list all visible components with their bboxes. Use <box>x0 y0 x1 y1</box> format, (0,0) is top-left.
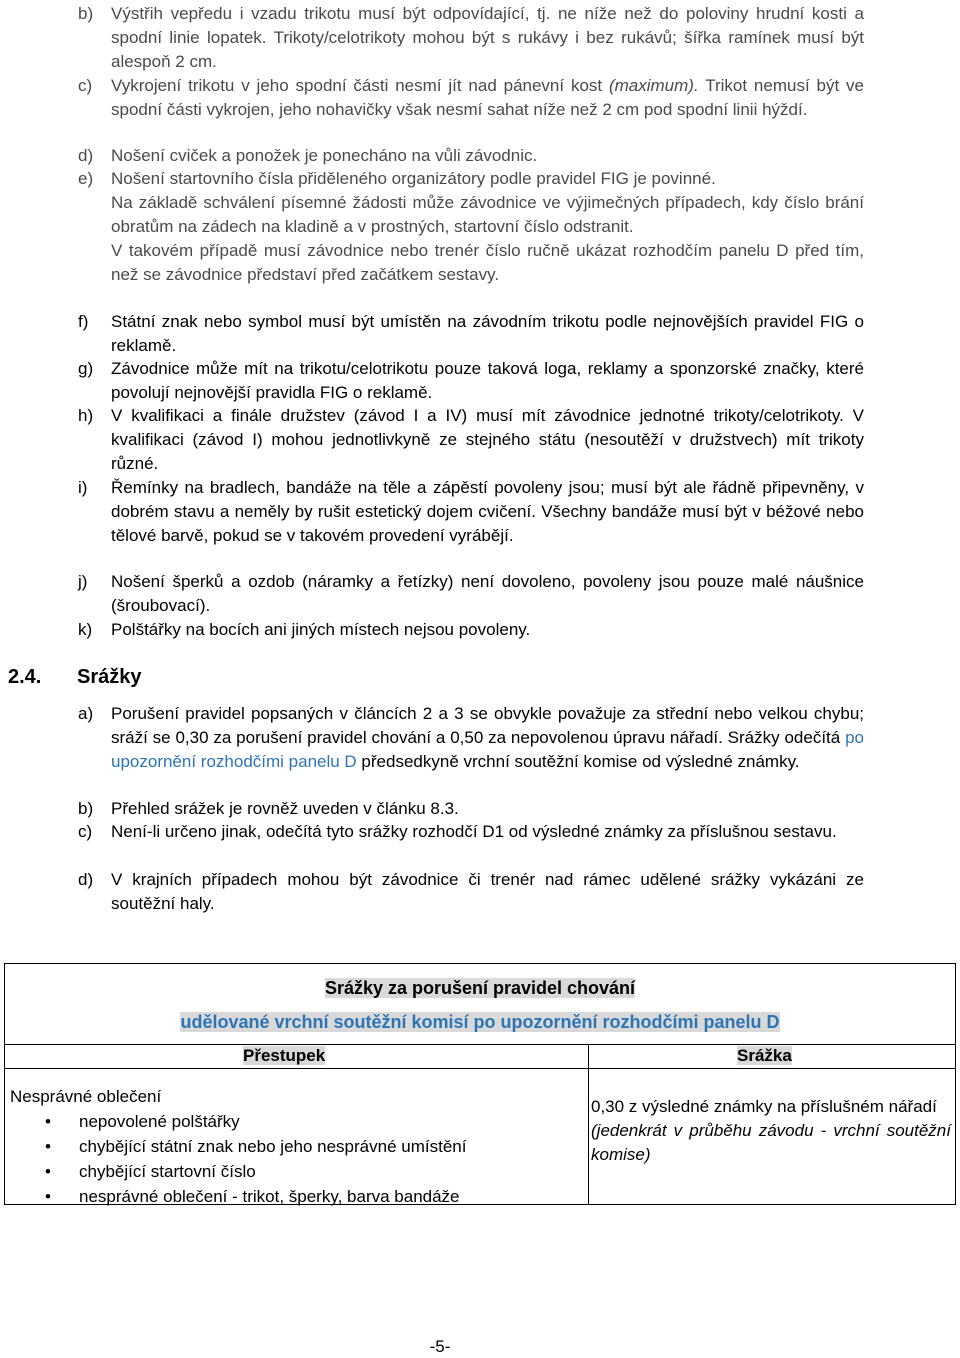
list-item <box>78 797 864 821</box>
penalty-table <box>4 963 956 1205</box>
bullet-icon: • <box>45 1137 51 1156</box>
list-item <box>78 357 864 405</box>
offence-heading: Nesprávné oblečení <box>10 1087 162 1106</box>
offence-cell <box>10 1084 466 1209</box>
list-item <box>78 820 864 844</box>
item-text <box>111 74 864 122</box>
list-item <box>78 310 864 358</box>
item-paragraph: Nošení startovního čísla přiděleného organizátory podle pravidel FIG je povinné. <box>111 169 716 188</box>
item-text: Polštářky na bocích ani jiných místech nejsou povoleny. <box>111 620 531 639</box>
item-paragraph: Na základě schválení písemné žádosti může závodnice ve výjimečných případech, kdy číslo brání obratům na zádech na kladině a v prostných, startovní číslo odstranit. <box>111 193 864 236</box>
column-header-text: Přestupek <box>243 1046 326 1065</box>
table-subtitle <box>5 1010 955 1034</box>
item-label: a) <box>78 704 94 723</box>
section-number: 2.4. <box>8 666 42 688</box>
bullet-item <box>10 1159 466 1184</box>
item-label: d) <box>78 146 94 165</box>
list-item <box>78 167 864 287</box>
item-label: i) <box>78 478 88 497</box>
penalty-value: 0,30 z výsledné známky na příslušném nářadí <box>591 1097 937 1116</box>
list-item <box>78 868 864 916</box>
bullet-text: chybějící státní znak nebo jeho nesprávné umístění <box>79 1137 467 1156</box>
item-label: b) <box>78 4 94 23</box>
item-label: d) <box>78 870 94 889</box>
item-label: b) <box>78 799 94 818</box>
bullet-item <box>10 1134 466 1159</box>
list-item <box>78 2 864 74</box>
bullet-icon: • <box>45 1112 51 1131</box>
penalty-note: (jedenkrát v průběhu závodu - vrchní soutěžní komise) <box>591 1121 951 1164</box>
table-subtitle-text: udělované vrchní soutěžní komisí po upozornění rozhodčími panelu D <box>180 1012 780 1032</box>
column-header-offence <box>243 1045 325 1067</box>
list-item <box>78 144 864 168</box>
table-divider <box>5 1068 955 1069</box>
item-label: g) <box>78 359 94 378</box>
item-text-italic: (maximum). <box>608 76 699 95</box>
table-title-text: Srážky za porušení pravidel chování <box>324 978 636 998</box>
item-text: Není-li určeno jinak, odečítá tyto srážky rozhodčí D1 od výsledné známky za příslušnou sestavu. <box>111 822 837 841</box>
item-text: V krajních případech mohou být závodnice či trenér nad rámec udělené srážky vykázáni ze soutěžní haly. <box>111 870 864 913</box>
penalty-cell <box>591 1095 951 1167</box>
item-label: j) <box>78 572 88 591</box>
list-item <box>78 476 864 548</box>
bullet-icon: • <box>45 1162 51 1181</box>
item-text-part: Trikot nemusí být ve spodní části vykrojen, jeho nohavičky však nesmí sahat níže než 2 cm pod spodní linii hýždí. <box>111 76 864 119</box>
bullet-icon: • <box>45 1187 51 1206</box>
bullet-item <box>10 1109 466 1134</box>
bullet-item <box>10 1184 466 1209</box>
item-text: Přehled srážek je rovněž uveden v článku 8.3. <box>111 799 459 818</box>
page-number: -5- <box>429 1337 451 1356</box>
list-item <box>78 404 864 476</box>
bullet-text: chybějící startovní číslo <box>79 1162 256 1181</box>
item-text-part: předsedkyně vrchní soutěžní komise od výsledné známky. <box>356 752 800 771</box>
list-item <box>78 702 864 774</box>
item-text <box>111 702 864 774</box>
list-item <box>78 618 864 642</box>
item-text: Výstřih vepředu i vzadu trikotu musí být odpovídající, tj. ne níže než do poloviny hrudní kosti a spodní linie lopatek. Trikoty/celotrikoty mohou být s rukávy i bez rukávů; šířka ramínek musí být alespoň 2 cm. <box>111 4 864 71</box>
item-text-part: Vykrojení trikotu v jeho spodní části nesmí jít nad pánevní kost <box>111 76 609 95</box>
item-text: Závodnice může mít na trikotu/celotrikotu pouze taková loga, reklamy a sponzorské značky, které povolují nejnovější pravidla FIG o reklamě. <box>111 359 864 402</box>
item-text: Nošení šperků a ozdob (náramky a řetízky) není dovoleno, povoleny jsou pouze malé náušnice (šroubovací). <box>111 572 864 615</box>
column-header-text: Srážka <box>737 1046 792 1065</box>
column-header-penalty <box>737 1045 792 1067</box>
item-paragraph: V takovém případě musí závodnice nebo trenér číslo ručně ukázat rozhodčím panelu D před tím, než se závodnice představí před začátkem sestavy. <box>111 241 864 284</box>
item-label: e) <box>78 169 94 188</box>
item-text-highlight: po upozornění rozhodčími panelu D <box>111 728 864 771</box>
item-text-part: Porušení pravidel popsaných v článcích 2 a 3 se obvykle považuje za střední nebo velkou chybu; sráží se 0,30 za porušení pravidel chování a 0,50 za nepovolenou úpravu nářadí. Srážky odečítá <box>111 704 864 747</box>
item-text: Státní znak nebo symbol musí být umístěn na závodním trikotu podle nejnovějších pravidel FIG o reklamě. <box>111 312 864 355</box>
item-label: c) <box>78 76 93 95</box>
item-label: c) <box>78 822 93 841</box>
section-title: Srážky <box>77 666 142 688</box>
item-text <box>111 167 864 287</box>
item-text: V kvalifikaci a finále družstev (závod I a IV) musí mít závodnice jednotné trikoty/celotrikoty. V kvalifikaci (závod I) mohou jednotlivkyně ze stejného státu (nesoutěží v družstvech) mít trikoty různé. <box>111 406 864 473</box>
list-item <box>78 74 864 122</box>
list-item <box>78 570 864 618</box>
item-label: h) <box>78 406 94 425</box>
bullet-text: nesprávné oblečení - trikot, šperky, barva bandáže <box>79 1187 460 1206</box>
item-label: k) <box>78 620 93 639</box>
item-text: Řemínky na bradlech, bandáže na těle a zápěstí povoleny jsou; musí být ale řádně připevněny, v dobrém stavu a neměly by rušit estetický dojem cvičení. Všechny bandáže musí být v béžové nebo tělové barvě, pokud se v takovém provedení vyrábějí. <box>111 478 864 545</box>
table-title <box>5 976 955 1000</box>
item-label: f) <box>78 312 89 331</box>
table-divider <box>5 1044 955 1045</box>
item-text: Nošení cviček a ponožek je ponecháno na vůli závodnic. <box>111 146 538 165</box>
bullet-text: nepovolené polštářky <box>79 1112 240 1131</box>
